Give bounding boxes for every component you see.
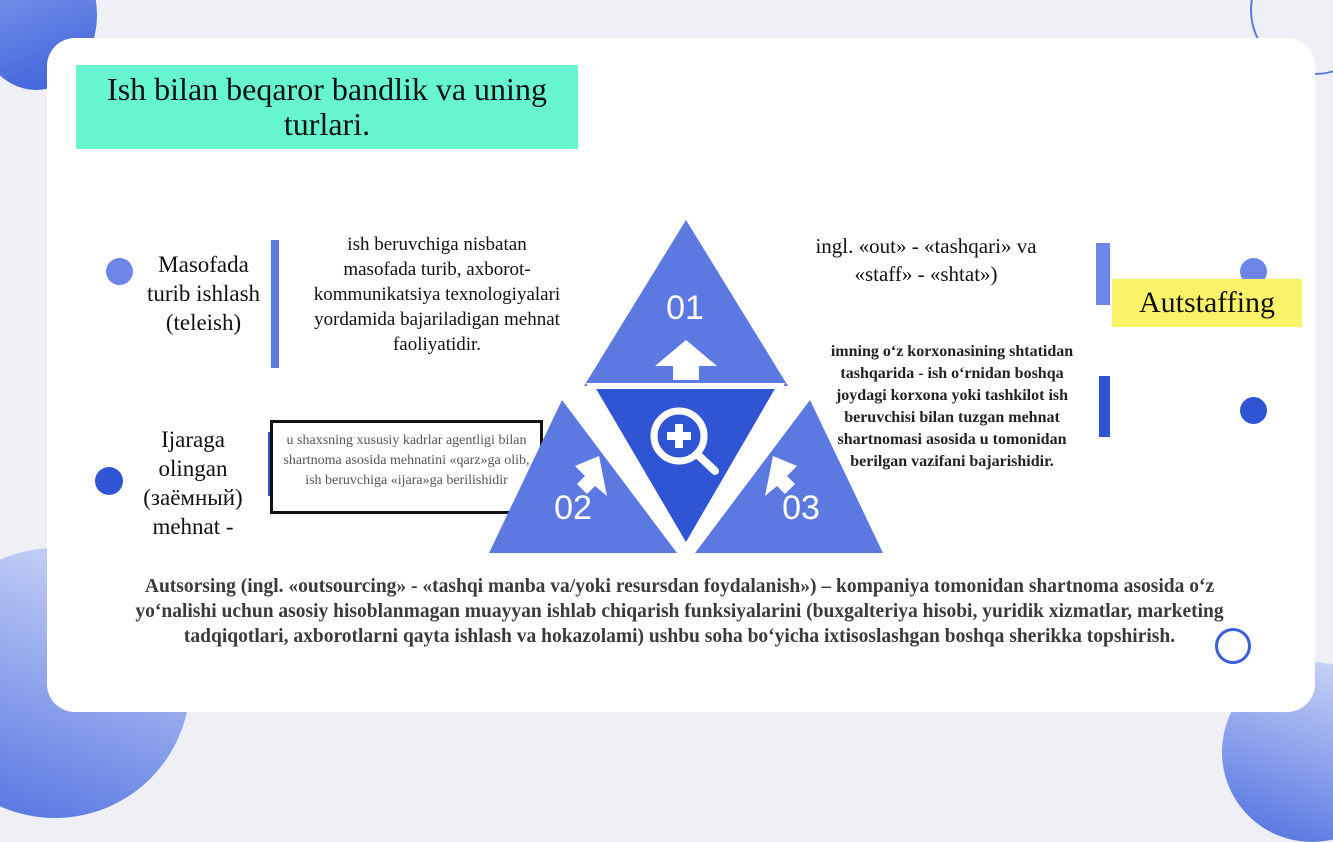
- item-label-teleish: Masofada turib ishlash (teleish): [146, 252, 261, 335]
- divider-bar-4: [1099, 376, 1110, 437]
- autstaffing-description: imning o‘z korxonasining shtatidan tashqarida - ish o‘rnidan boshqa joydagi korxona yoki tashkilot ish beruvchisi bilan tuzgan mehnat shartnomasi asosida u tomonidan berilgan vazifani bajarishidir.: [830, 343, 1074, 470]
- bullet-dot-1: [106, 258, 133, 285]
- bullet-dot-4: [1240, 397, 1267, 424]
- triangle-number-03: 03: [782, 489, 820, 527]
- bullet-dot-2: [95, 467, 123, 495]
- divider-bar-1: [271, 240, 279, 368]
- autstaffing-etymology: ingl. «out» - «tashqari» va «staff» - «shtat»): [815, 234, 1037, 286]
- page-title-text: Ish bilan beqaror bandlik va uning turlari.: [107, 71, 547, 142]
- item-description-ijara: u shaxsning xususiy kadrlar agentligi bilan shartnoma asosida mehnatini «qarz»ga olib, ish beruvchiga «ijara»ga berilishidir: [270, 420, 543, 514]
- autstaffing-label: Autstaffing: [1112, 279, 1302, 327]
- page-title: [76, 65, 578, 149]
- item-label-ijara: Ijaraga olingan (заёмный) mehnat -: [143, 427, 243, 539]
- item-description-teleish: ish beruvchiga nisbatan masofada turib, axborot-kommunikatsiya texnologiyalari yordamida bajariladigan mehnat faoliyatidir.: [313, 234, 561, 355]
- divider-bar-3: [1096, 243, 1110, 305]
- triangle-number-01: 01: [666, 289, 704, 327]
- outsourcing-paragraph: Autsorsing (ingl. «outsourcing» - «tashqi manba va/yoki resursdan foydalanish») – kompaniya tomonidan shartnoma asosida o‘z yo‘nalishi uchun asosiy hisoblanmagan muayyan ishlab chiqarish funksiyalarini (buxgalteriya hisobi, yuridik xizmatlar, marketing tadqiqotlari, axborotlarni qayta ishlash va hokazolami) ushbu soha bo‘yicha ixtisoslashgan boshqa sherikka topshirish.: [135, 576, 1224, 647]
- triangle-number-02: 02: [554, 489, 592, 527]
